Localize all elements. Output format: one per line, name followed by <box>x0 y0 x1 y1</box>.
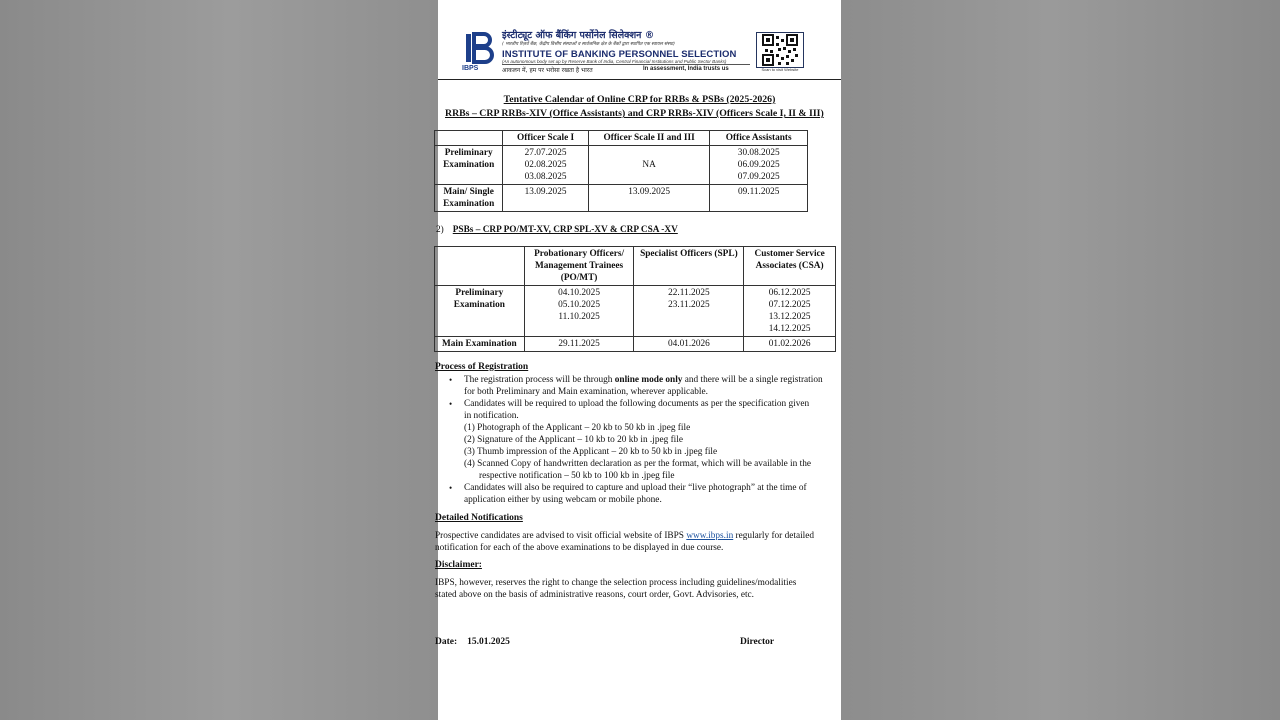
row-label: Preliminary Examination <box>435 146 503 185</box>
logo-caption: IBPS <box>462 65 479 72</box>
table-header-row <box>435 131 808 146</box>
notifications-text <box>435 530 814 542</box>
table-header-cell: Customer Service Associates (CSA) <box>744 247 836 286</box>
registration-bullet-1-line-2: for both Preliminary and Main examination, wherever applicable. <box>464 387 708 397</box>
document-title: Tentative Calendar of Online CRP for RRBs & PSBs (2025-2026) <box>503 94 776 105</box>
bullet-icon: • <box>449 483 453 493</box>
qr-code-icon <box>756 32 804 68</box>
table-cell: 13.09.2025 <box>503 185 588 212</box>
table-cell: 22.11.2025 23.11.2025 <box>634 286 744 337</box>
table-row <box>435 185 808 212</box>
item-text: Thumb impression of the Applicant – 20 kb to 50 kb in .jpeg file <box>477 447 718 457</box>
item-text: Signature of the Applicant – 10 kb to 20 kb in .jpeg file <box>477 435 683 445</box>
bullet-icon: • <box>449 399 453 409</box>
document-page <box>435 0 841 720</box>
disclaimer-text-line-2: stated above on the basis of administrative reasons, court order, Govt. Advisories, etc. <box>435 590 754 600</box>
text-run: regularly for detailed <box>733 531 815 541</box>
org-subtitle-english: (An autonomous body set up by Reserve Bank of India, Central Financial Institutions and Public Sector Banks) <box>502 59 727 64</box>
table-header-row <box>435 247 836 286</box>
table-header-cell: Officer Scale I <box>503 131 588 146</box>
row-label: Main Examination <box>435 337 525 352</box>
psb-section-title <box>436 225 678 235</box>
item-number: (3) <box>464 447 475 457</box>
document-item <box>464 458 811 470</box>
psb-calendar-table <box>434 246 836 352</box>
notifications-heading: Detailed Notifications <box>435 513 523 523</box>
table-cell: 06.12.2025 07.12.2025 13.12.2025 14.12.2025 <box>744 286 836 337</box>
section-title-text: PSBs – CRP PO/MT-XV, CRP SPL-XV & CRP CSA -XV <box>452 225 678 235</box>
org-name-hindi: इंस्टीट्यूट ऑफ बैंकिंग पर्सोनेल सिलेक्शन ® <box>502 30 655 41</box>
table-row <box>435 146 808 185</box>
table-cell: 04.10.2025 05.10.2025 11.10.2025 <box>524 286 634 337</box>
table-header-cell: Specialist Officers (SPL) <box>634 247 744 286</box>
table-header-cell: Probationary Officers/ Management Trainees (PO/MT) <box>524 247 634 286</box>
table-cell: 27.07.2025 02.08.2025 03.08.2025 <box>503 146 588 185</box>
signatory: Director <box>740 637 775 647</box>
table-cell: 30.08.2025 06.09.2025 07.09.2025 <box>710 146 808 185</box>
table-cell: 29.11.2025 <box>524 337 634 352</box>
qr-caption: Scan to visit Website <box>761 67 799 72</box>
table-cell: 09.11.2025 <box>710 185 808 212</box>
section-number: 2) <box>436 225 444 235</box>
document-item-line-2: respective notification – 50 kb to 100 kb in .jpeg file <box>479 471 675 481</box>
table-header-cell <box>435 247 525 286</box>
bold-run: online mode only <box>614 375 683 385</box>
date-value: 15.01.2025 <box>467 637 510 647</box>
table-cell: 01.02.2026 <box>744 337 836 352</box>
date-label: Date: <box>435 637 458 647</box>
table-cell: 13.09.2025 <box>588 185 710 212</box>
item-number: (1) <box>464 423 475 433</box>
registration-bullet-1 <box>464 374 823 386</box>
document-item <box>464 446 717 458</box>
registration-bullet-2: Candidates will be required to upload the following documents as per the specification given <box>464 399 810 409</box>
disclaimer-text: IBPS, however, reserves the right to change the selection process including guidelines/modalities <box>435 578 797 588</box>
tagline-hindi: आकलन में, हम पर भरोसा रखता है भारत <box>502 67 593 74</box>
bullet-icon: • <box>449 375 453 385</box>
table-row <box>435 337 836 352</box>
row-label: Preliminary Examination <box>435 286 525 337</box>
text-run: The registration process will be through <box>464 375 615 385</box>
registration-bullet-2-line-2: in notification. <box>464 411 519 421</box>
header-divider <box>438 79 841 80</box>
table-cell: 04.01.2026 <box>634 337 744 352</box>
rrb-section-title: RRBs – CRP RRBs-XIV (Office Assistants) and CRP RRBs-XIV (Officers Scale I, II & III) <box>445 108 824 119</box>
table-header-cell: Officer Scale II and III <box>588 131 710 146</box>
text-run: and there will be a single registration <box>682 375 823 385</box>
text-run: Prospective candidates are advised to visit official website of IBPS <box>435 531 687 541</box>
registration-bullet-3: Candidates will also be required to capture and upload their “live photograph” at the time of <box>464 483 807 493</box>
tagline-english: In assessment, India trusts us <box>643 66 729 72</box>
item-text: Scanned Copy of handwritten declaration as per the format, which will be available in the <box>477 459 811 469</box>
document-item <box>464 434 683 446</box>
notifications-text-line-2: notification for each of the above examinations to be displayed in due course. <box>435 543 724 553</box>
org-name-english: INSTITUTE OF BANKING PERSONNEL SELECTION <box>502 49 737 60</box>
row-label: Main/ Single Examination <box>435 185 503 212</box>
rrb-calendar-table <box>434 130 808 212</box>
item-number: (4) <box>464 459 475 469</box>
registration-bullet-3-line-2: application either by using webcam or mobile phone. <box>464 495 662 505</box>
date-line <box>435 637 510 647</box>
registration-heading: Process of Registration <box>435 362 529 372</box>
disclaimer-heading: Disclaimer: <box>435 560 482 570</box>
tagline-divider <box>502 64 750 65</box>
table-row <box>435 286 836 337</box>
item-number: (2) <box>464 435 475 445</box>
org-subtitle-hindi: ( भारतीय रिज़र्व बैंक, केंद्रीय वित्तीय संस्थाओं व सार्वजनिक क्षेत्र के बैंकों द्वारा स्थापित एक स्वायत्त संस्था) <box>502 42 675 47</box>
table-cell: NA <box>588 146 710 185</box>
letterhead <box>438 0 841 82</box>
item-text: Photograph of the Applicant – 20 kb to 50 kb in .jpeg file <box>477 423 691 433</box>
table-header-cell: Office Assistants <box>710 131 808 146</box>
document-item <box>464 422 690 434</box>
table-header-cell <box>435 131 503 146</box>
ibps-website-link[interactable]: www.ibps.in <box>686 531 734 541</box>
